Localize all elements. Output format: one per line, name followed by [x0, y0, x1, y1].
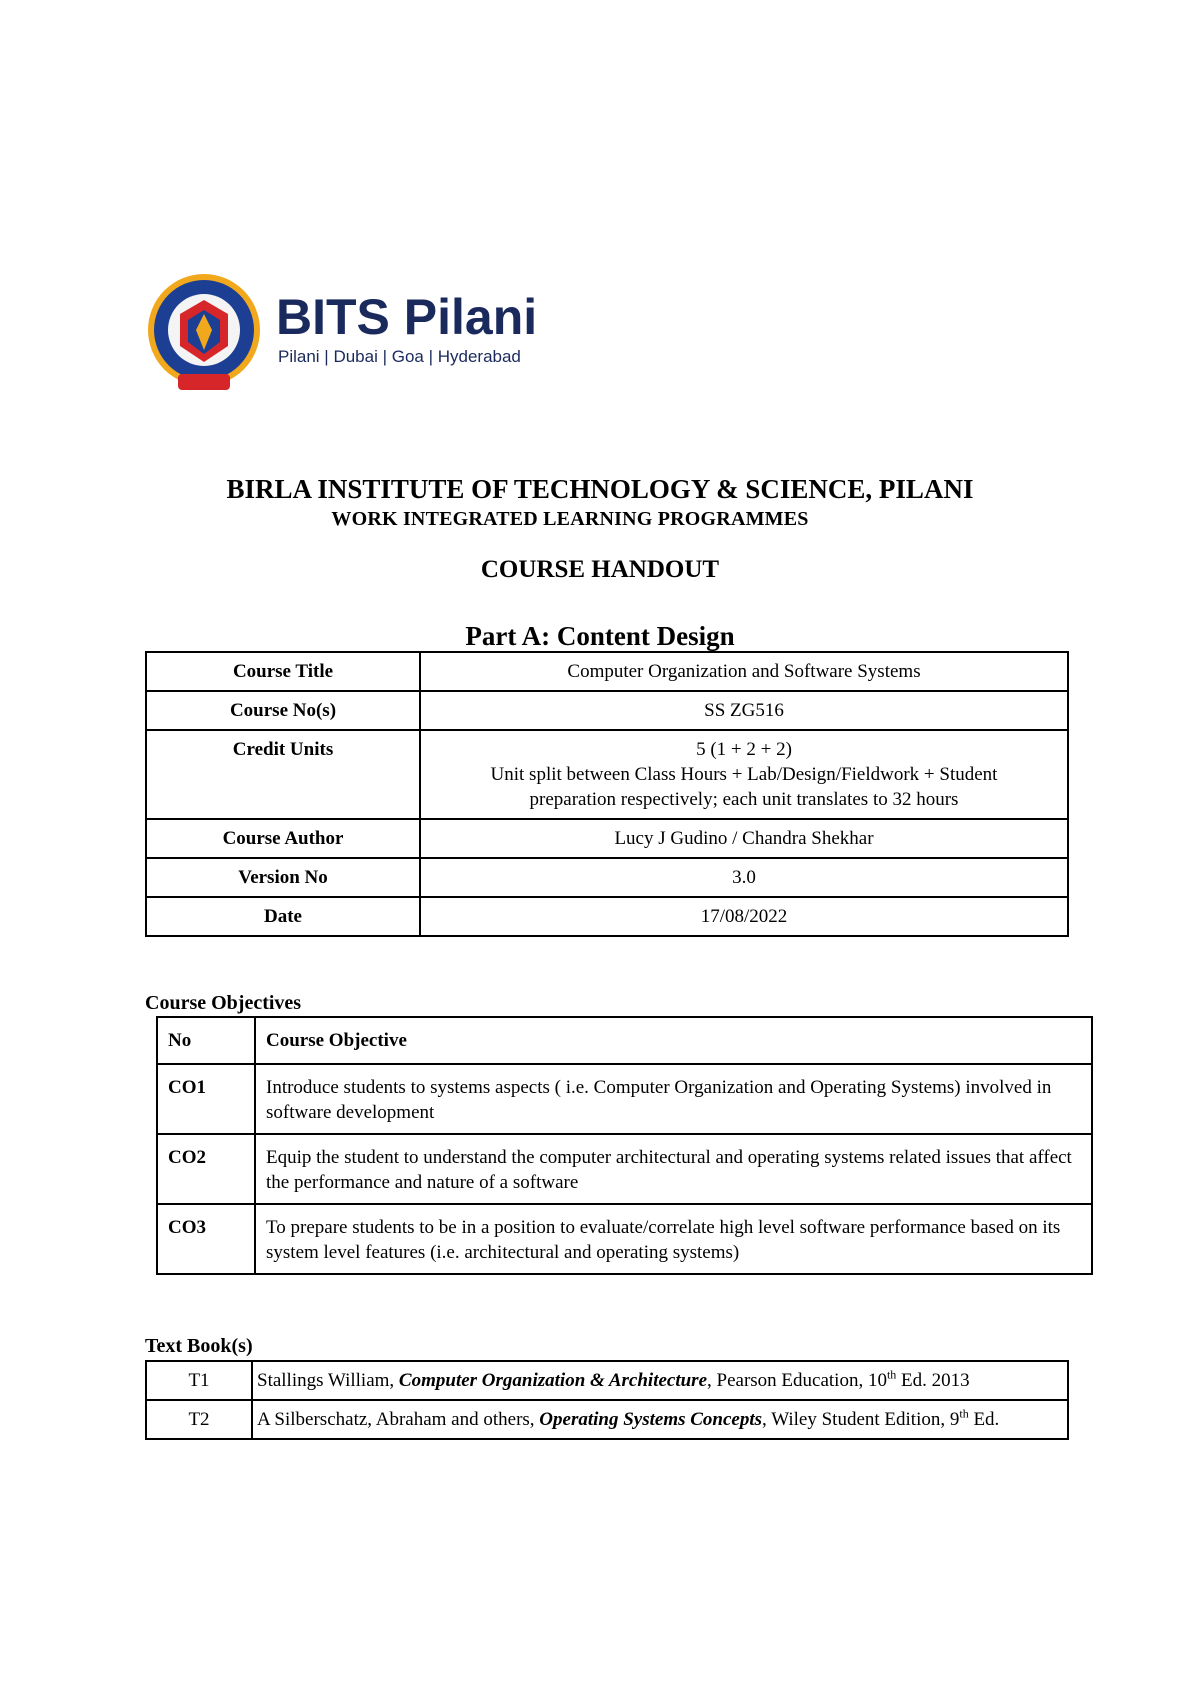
textbook-citation [252, 1361, 1068, 1400]
credit-units-label: Credit Units [146, 730, 420, 819]
bits-pilani-logo [142, 270, 562, 400]
course-objectives-label: Course Objectives [145, 992, 302, 1014]
objectives-objective-header: Course Objective [255, 1017, 1092, 1064]
textbook-title: Operating Systems Concepts [539, 1409, 763, 1430]
institute-seal [148, 274, 260, 390]
date-value: 17/08/2022 [420, 897, 1068, 936]
textbook-id: T2 [146, 1400, 252, 1439]
textbook-author: A Silberschatz, Abraham and others, [257, 1409, 540, 1430]
table-row [157, 1134, 1092, 1204]
textbook-title: Computer Organization & Architecture [398, 1370, 708, 1391]
handout-title: COURSE HANDOUT [480, 556, 720, 583]
textbook-citation [252, 1400, 1068, 1439]
textbook-edition: Ed. 2013 [896, 1370, 970, 1391]
objective-text: Introduce students to systems aspects ( i.e. Computer Organization and Operating Systems) involved in software development [255, 1064, 1092, 1134]
version-value: 3.0 [420, 858, 1068, 897]
textbook-edition-suffix: th [886, 1367, 897, 1382]
textbook-publisher: , Wiley Student Edition, 9 [762, 1409, 960, 1430]
institute-name: BIRLA INSTITUTE OF TECHNOLOGY & SCIENCE, PILANI [226, 474, 974, 504]
course-no-value: SS ZG516 [420, 691, 1068, 730]
date-label: Date [146, 897, 420, 936]
objectives-header-row [157, 1017, 1092, 1064]
date-row [146, 897, 1068, 936]
course-title-row [146, 652, 1068, 691]
objectives-no-header: No [157, 1017, 255, 1064]
textbook-id: T1 [146, 1361, 252, 1400]
table-row [146, 1361, 1068, 1400]
part-a-heading: Part A: Content Design [465, 621, 735, 651]
textbook-edition: Ed. [968, 1409, 1000, 1430]
textbooks-label: Text Book(s) [145, 1335, 253, 1357]
course-no-row [146, 691, 1068, 730]
course-title-value: Computer Organization and Software Systems [420, 652, 1068, 691]
textbook-publisher: , Pearson Education, 10 [707, 1370, 887, 1391]
version-row [146, 858, 1068, 897]
objective-no: CO1 [157, 1064, 255, 1134]
credit-units-value [420, 730, 1068, 819]
objective-text: Equip the student to understand the computer architectural and operating systems related issues that affect the performance and nature of a software [255, 1134, 1092, 1204]
course-title-label: Course Title [146, 652, 420, 691]
course-author-value: Lucy J Gudino / Chandra Shekhar [420, 819, 1068, 858]
credit-units-split: 5 (1 + 2 + 2) [696, 739, 792, 760]
textbooks-table [145, 1360, 1069, 1440]
textbook-author: Stallings William, [257, 1370, 399, 1391]
course-author-label: Course Author [146, 819, 420, 858]
programme-name: WORK INTEGRATED LEARNING PROGRAMMES [331, 508, 809, 530]
logo-wordmark: BITS Pilani [276, 289, 538, 345]
objective-no: CO2 [157, 1134, 255, 1204]
credit-units-note-line1: Unit split between Class Hours + Lab/Design/Fieldwork + Student [490, 764, 998, 785]
table-row [146, 1400, 1068, 1439]
table-row [157, 1064, 1092, 1134]
course-objectives-table [156, 1016, 1093, 1275]
table-row [157, 1204, 1092, 1274]
objective-text: To prepare students to be in a position to evaluate/correlate high level software performance based on its system level features (i.e. architectural and operating systems) [255, 1204, 1092, 1274]
credit-units-note-line2: preparation respectively; each unit translates to 32 hours [529, 789, 959, 810]
course-info-table [145, 651, 1069, 937]
course-author-row [146, 819, 1068, 858]
textbook-edition-suffix: th [959, 1406, 969, 1421]
version-label: Version No [146, 858, 420, 897]
objective-no: CO3 [157, 1204, 255, 1274]
course-no-label: Course No(s) [146, 691, 420, 730]
credit-units-row [146, 730, 1068, 819]
logo-campuses: Pilani | Dubai | Goa | Hyderabad [278, 347, 521, 366]
